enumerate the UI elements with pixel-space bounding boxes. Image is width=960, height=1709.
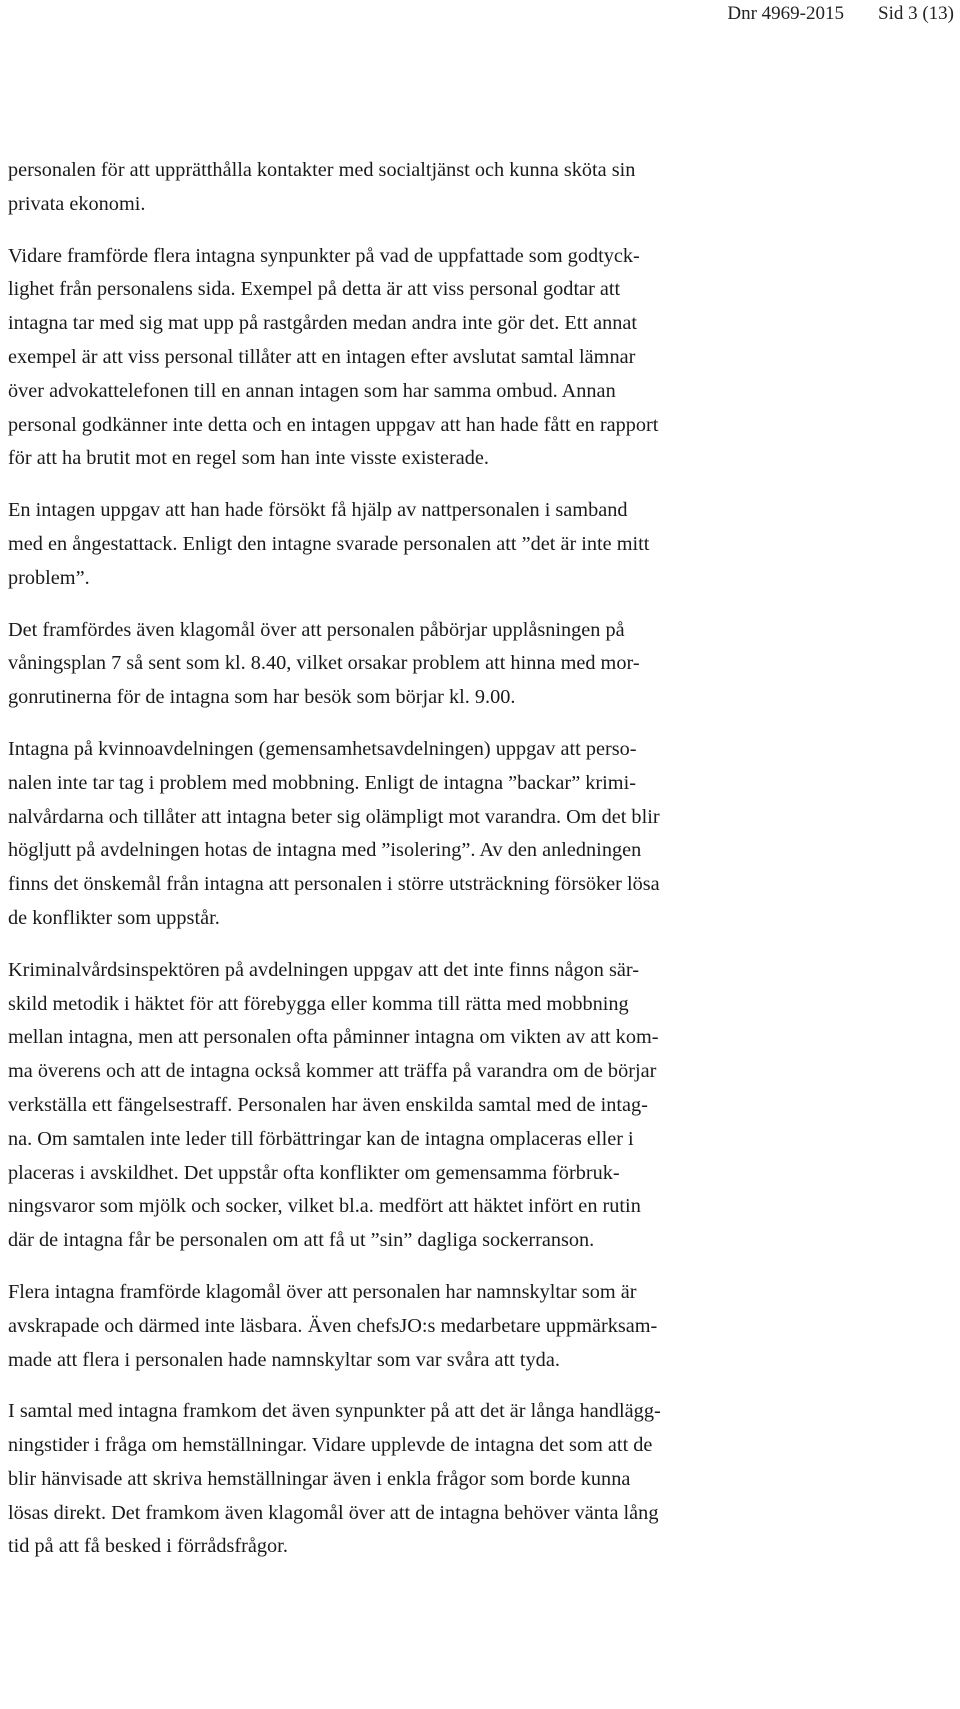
text-line: En intagen uppgav att han hade försökt få hjälp av nattpersonalen i samband [8, 499, 628, 522]
text-line: nalvårdarna och tillåter att intagna beter sig olämpligt mot varandra. Om det blir [8, 805, 660, 828]
paragraph [8, 240, 856, 477]
text-line: mellan intagna, men att personalen ofta påminner intagna om vikten av att kom- [8, 1026, 659, 1049]
paragraph [8, 1276, 856, 1377]
page-number: Sid 3 (13) [878, 3, 954, 24]
text-line: finns det önskemål från intagna att personalen i större utsträckning försöker lösa [8, 873, 660, 896]
text-line: Intagna på kvinnoavdelningen (gemensamhetsavdelningen) uppgav att perso- [8, 737, 637, 760]
paragraph [8, 733, 856, 936]
text-line: gonrutinerna för de intagna som har besök som börjar kl. 9.00. [8, 686, 516, 709]
text-line: intagna tar med sig mat upp på rastgården medan andra inte gör det. Ett annat [8, 312, 638, 335]
text-line: personalen för att upprätthålla kontakter med socialtjänst och kunna sköta sin [8, 159, 636, 181]
text-line: na. Om samtalen inte leder till förbättringar kan de intagna omplaceras eller i [8, 1127, 634, 1150]
text-line: lösas direkt. Det framkom även klagomål över att de intagna behöver vänta lång [8, 1501, 659, 1524]
text-line: avskrapade och därmed inte läsbara. Även chefsJO:s medarbetare uppmärksam- [8, 1314, 658, 1337]
text-line: tid på att få besked i förrådsfrågor. [8, 1535, 288, 1558]
text-line: privata ekonomi. [8, 192, 146, 215]
text-line: personal godkänner inte detta och en intagen uppgav att han hade fått en rapport [8, 413, 659, 436]
paragraph [8, 1395, 856, 1564]
document-body [8, 154, 856, 1582]
text-line: Kriminalvårdsinspektören på avdelningen uppgav att det inte finns någon sär- [8, 958, 639, 981]
text-line: med en ångestattack. Enligt den intagne svarade personalen att ”det är inte mitt [8, 532, 650, 555]
text-line: högljutt på avdelningen hotas de intagna med ”isolering”. Av den anledningen [8, 839, 642, 862]
text-line: exempel är att viss personal tillåter att en intagen efter avslutat samtal lämnar [8, 345, 636, 368]
paragraph [8, 614, 856, 715]
text-line: ningsvaror som mjölk och socker, vilket bl.a. medfört att häktet infört en rutin [8, 1195, 641, 1218]
text-line: de konflikter som uppstår. [8, 906, 220, 929]
text-line: över advokattelefonen till en annan intagen som har samma ombud. Annan [8, 379, 616, 402]
page-header [727, 3, 954, 25]
text-line: ningstider i fråga om hemställningar. Vidare upplevde de intagna det som att de [8, 1434, 653, 1457]
text-line: våningsplan 7 så sent som kl. 8.40, vilket orsakar problem att hinna med mor- [8, 652, 640, 675]
text-line: ma överens och att de intagna också kommer att träffa på varandra om de börjar [8, 1060, 657, 1083]
text-line: där de intagna får be personalen om att få ut ”sin” dagliga sockerranson. [8, 1229, 595, 1252]
text-line: made att flera i personalen hade namnskyltar som var svåra att tyda. [8, 1348, 560, 1371]
case-number: Dnr 4969-2015 [727, 3, 844, 24]
text-line: för att ha brutit mot en regel som han inte visste existerade. [8, 447, 489, 470]
text-line: blir hänvisade att skriva hemställningar även i enkla frågor som borde kunna [8, 1467, 631, 1490]
paragraph [8, 954, 856, 1258]
text-line: placeras i avskildhet. Det uppstår ofta konflikter om gemensamma förbruk- [8, 1161, 620, 1184]
text-line: lighet från personalens sida. Exempel på detta är att viss personal godtar att [8, 278, 621, 301]
text-line: Flera intagna framförde klagomål över att personalen har namnskyltar som är [8, 1280, 637, 1303]
text-line: skild metodik i häktet för att förebygga eller komma till rätta med mobbning [8, 992, 629, 1015]
text-line: nalen inte tar tag i problem med mobbning. Enligt de intagna ”backar” krimi- [8, 771, 636, 794]
text-line: verkställa ett fängelsestraff. Personalen har även enskilda samtal med de intag- [8, 1093, 648, 1116]
text-line: I samtal med intagna framkom det även synpunkter på att det är långa handlägg- [8, 1400, 661, 1423]
text-line: Vidare framförde flera intagna synpunkter på vad de uppfattade som godtyck- [8, 244, 640, 267]
text-line: problem”. [8, 566, 90, 589]
paragraph [8, 494, 856, 595]
paragraph [8, 154, 856, 222]
text-line: Det framfördes även klagomål över att personalen påbörjar upplåsningen på [8, 618, 625, 641]
